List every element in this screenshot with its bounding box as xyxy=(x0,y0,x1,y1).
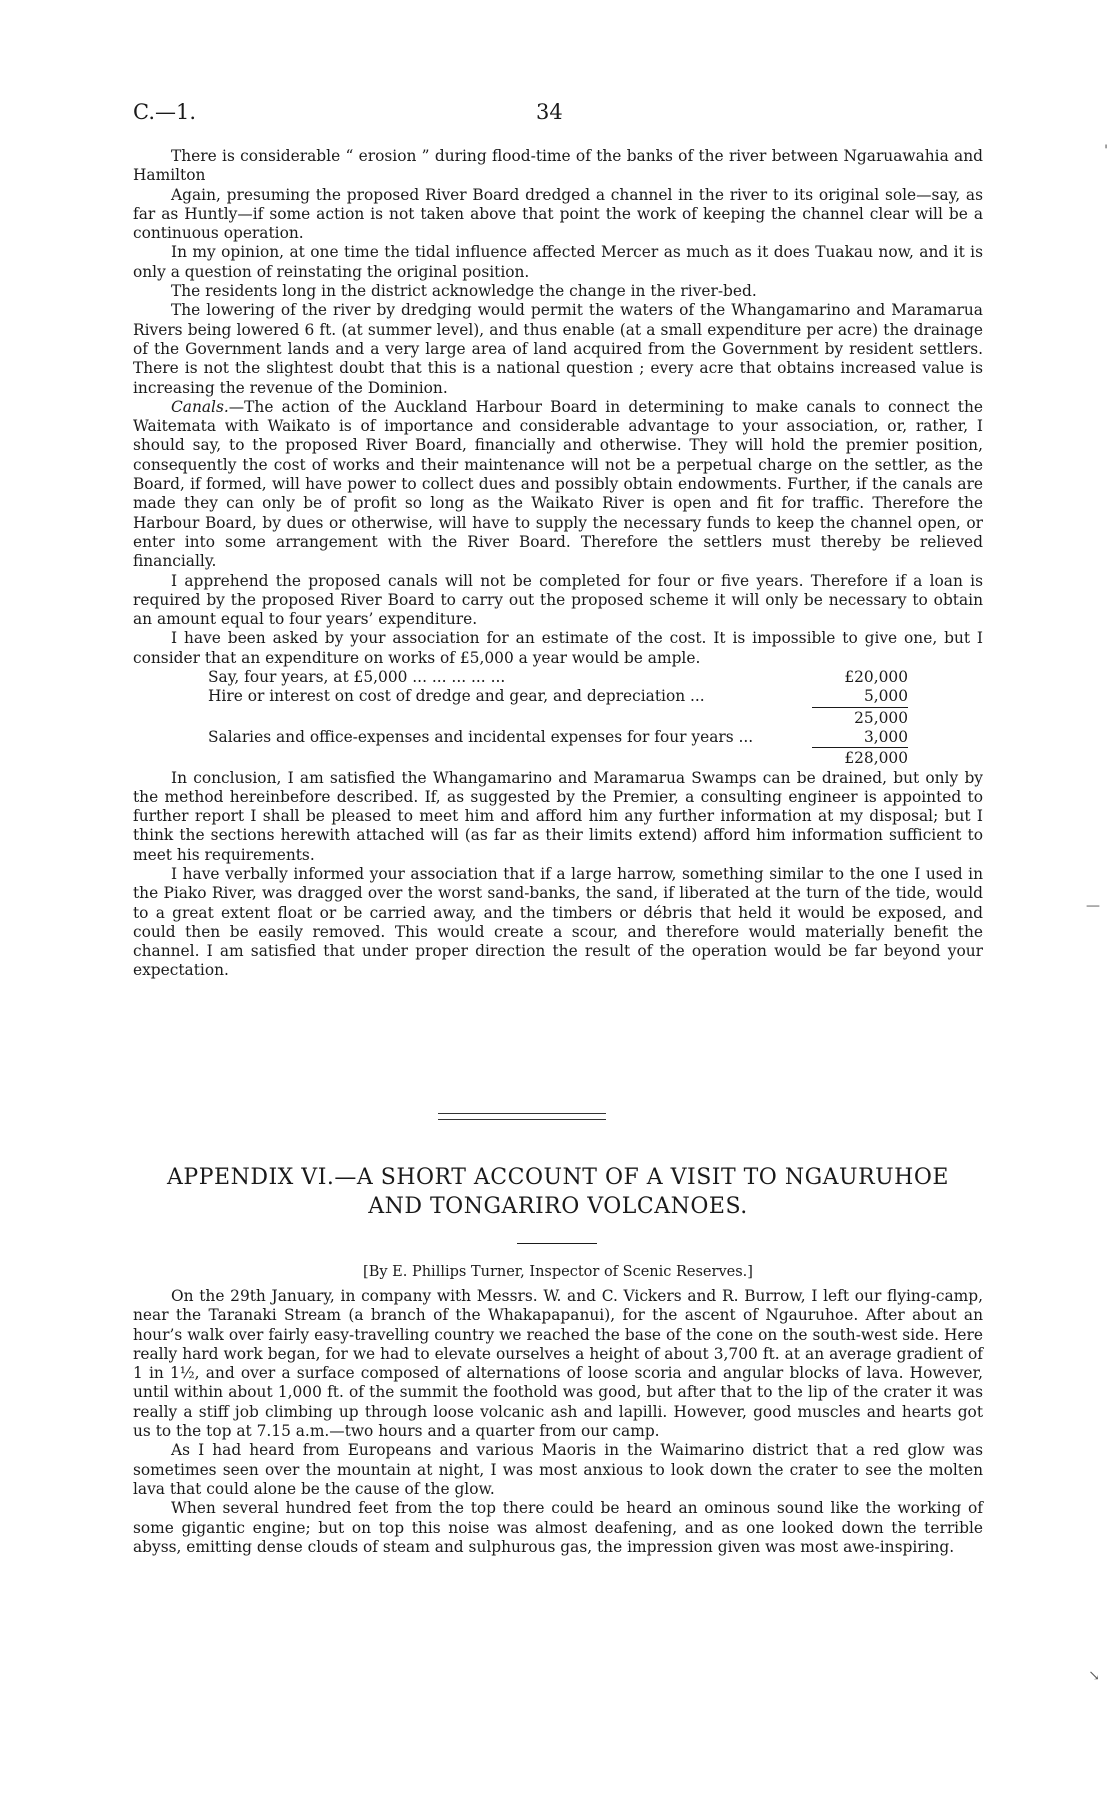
estimate-label: Say, four years, at £5,000 ... ... ... ... ... xyxy=(208,668,506,687)
page-number: 34 xyxy=(536,100,563,124)
estimate-label: Hire or interest on cost of dredge and gear, and depreciation ... xyxy=(208,687,705,706)
table-row xyxy=(208,728,908,748)
canals-paragraph: Canals.—The action of the Auckland Harbour Board in determining to make canals to connect the Waitemata with Waikato is of importance and considerable advantage to your association, or, rather, I should say, to the proposed River Board, financially and otherwise. They will hold the premier position, consequently the cost of works and their maintenance will not be a perpetual charge on the settler, as the Board, if formed, will have power to collect dues and possibly obtain endowments. Further, if the canals are made they can only be of profit so long as the Waikato River is open and fit for traffic. Therefore the Harbour Board, by dues or otherwise, will have to supply the necessary funds to keep the channel open, or enter into some arrangement with the River Board. Therefore the settlers must thereby be relieved financially. xyxy=(133,397,983,571)
cost-estimate-table xyxy=(208,668,908,768)
appendix-title-line: APPENDIX VI.—A SHORT ACCOUNT OF A VISIT TO NGAURUHOE xyxy=(167,1165,949,1190)
paragraph: I apprehend the proposed canals will not be completed for four or five years. Therefore if a loan is required by the proposed River Board to carry out the proposed scheme it will only be necessary to obtain an amount equal to four years’ expenditure. xyxy=(133,571,983,629)
estimate-label: Salaries and office-expenses and incidental expenses for four years ... xyxy=(208,727,754,746)
report-section xyxy=(133,147,983,981)
table-row xyxy=(208,668,908,687)
paragraph: When several hundred feet from the top there could be heard an ominous sound like the working of some gigantic engine; but on top this noise was almost deafening, and as one looked down the terrible abyss, emitting dense clouds of steam and sulphurous gas, the impression given was most awe-inspiring. xyxy=(133,1499,983,1556)
page-header xyxy=(133,100,983,128)
table-row xyxy=(208,707,908,728)
estimate-label xyxy=(208,748,812,769)
appendix-title-line: AND TONGARIRO VOLCANOES. xyxy=(368,1194,748,1219)
estimate-amount: 3,000 xyxy=(863,727,908,746)
paragraph: As I had heard from Europeans and various Maoris in the Waimarino district that a red glow was sometimes seen over the mountain at night, I was most anxious to look down the crater to see the molten lava that could alone be the cause of the glow. xyxy=(133,1441,983,1498)
estimate-amount: £20,000 xyxy=(844,668,908,687)
paragraph: Again, presuming the proposed River Board dredged a channel in the river to its original sole—say, as far as Huntly—if some action is not taken above that point the work of keeping the channel clear will be a continuous operation. xyxy=(133,185,983,243)
paragraph: The residents long in the district acknowledge the change in the river-bed. xyxy=(171,282,757,301)
margin-mark: — xyxy=(1086,898,1100,914)
estimate-amount: 5,000 xyxy=(863,687,908,706)
table-row xyxy=(208,748,908,769)
total-amount: £28,000 xyxy=(812,748,908,769)
margin-mark: ' xyxy=(1104,143,1108,159)
paragraph: On the 29th January, in company with Messrs. W. and C. Vickers and R. Burrow, I left our flying-camp, near the Taranaki Stream (a branch of the Whakapapanui), for the ascent of Ngauruhoe. After about an hour’s walk over fairly easy-travelling country we reached the base of the cone on the south-west side. Here really hard work began, for we had to elevate ourselves a height of about 3,700 ft. at an average gradient of 1 in 1½, and over a surface composed of alternations of loose scoria and angular blocks of lava. However, until within about 1,000 ft. of the summit the foothold was good, but after that to the lip of the crater it was really a stiff job climbing up through loose volcanic ash and lapilli. However, good muscles and hearts got us to the top at 7.15 a.m.—two hours and a quarter from our camp. xyxy=(133,1287,983,1441)
section-divider xyxy=(438,1113,606,1120)
appendix-section xyxy=(133,1287,983,1557)
title-rule xyxy=(517,1243,597,1244)
paragraph: I have verbally informed your association that if a large harrow, something similar to the one I used in the Piako River, was dragged over the worst sand-banks, the sand, if liberated at the turn of the tide, would to a great extent float or be carried away, and the timbers or débris that held it would be exposed, and could then be easily removed. This would create a scour, and therefore would materially benefit the channel. I am satisfied that under proper direction the result of the operation would be far beyond your expectation. xyxy=(133,864,983,980)
margin-mark: ↘ xyxy=(1088,1668,1100,1684)
document-reference: C.—1. xyxy=(133,100,197,124)
paragraph: There is considerable “ erosion ” during flood-time of the banks of the river between Ngaruawahia and Hamilton xyxy=(133,147,983,185)
table-row xyxy=(208,687,908,707)
paragraph: I have been asked by your association for an estimate of the cost. It is impossible to give one, but I consider that an expenditure on works of £5,000 a year would be ample. xyxy=(133,629,983,667)
canals-heading: Canals. xyxy=(171,397,229,416)
subtotal-amount: 25,000 xyxy=(812,707,908,728)
paragraph: In my opinion, at one time the tidal influence affected Mercer as much as it does Tuakau now, and it is only a question of reinstating the original position. xyxy=(133,243,983,281)
paragraph: The lowering of the river by dredging would permit the waters of the Whangamarino and Maramarua Rivers being lowered 6 ft. (at summer level), and thus enable (at a small expenditure per acre) the drainage of the Government lands and a very large area of land acquired from the Government by resident settlers. There is not the slightest doubt that this is a national question ; every acre that obtains increased value is increasing the revenue of the Dominion. xyxy=(133,301,983,397)
byline: [By E. Phillips Turner, Inspector of Scenic Reserves.] xyxy=(363,1264,753,1280)
estimate-label xyxy=(208,707,812,728)
paragraph: In conclusion, I am satisfied the Whangamarino and Maramarua Swamps can be drained, but only by the method hereinbefore described. If, as suggested by the Premier, a consulting engineer is appointed to further report I shall be pleased to meet him and afford him any further information at my disposal; but I think the sections herewith attached will (as far as their limits extend) afford him information sufficient to meet his requirements. xyxy=(133,768,983,864)
appendix-title xyxy=(133,1163,983,1221)
